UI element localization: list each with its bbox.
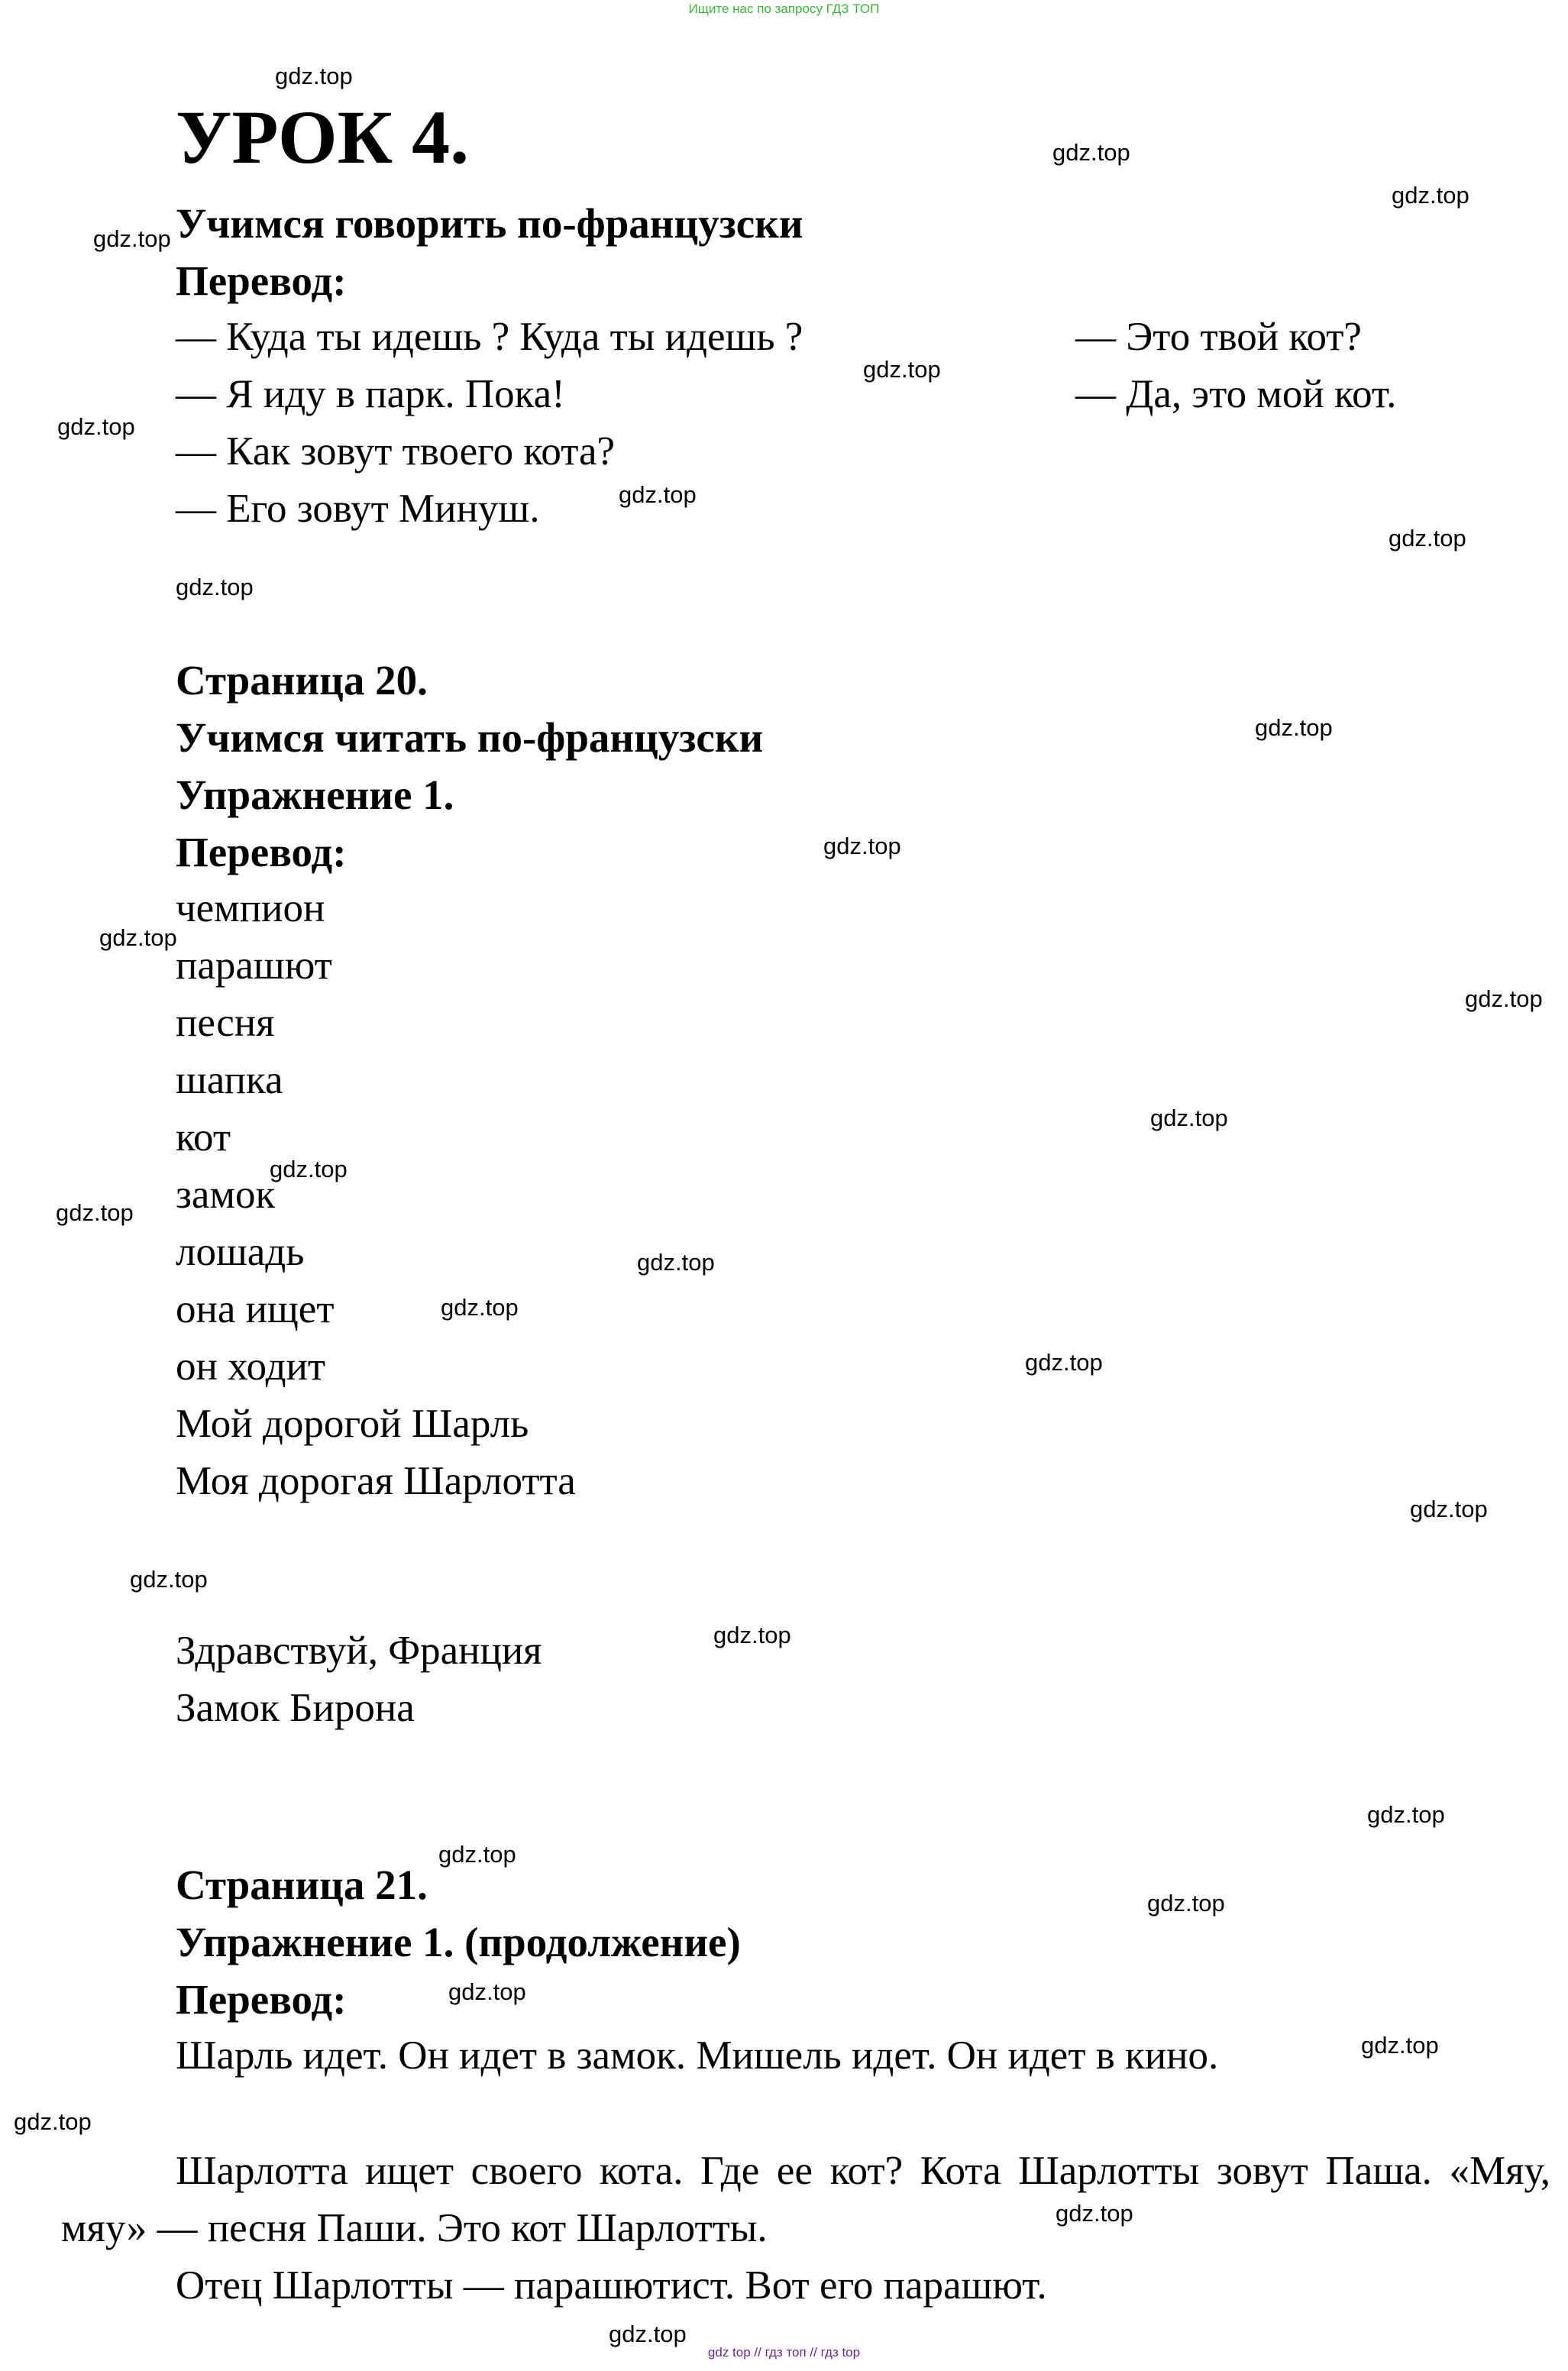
list-item: Мой дорогой Шарль [176,1402,529,1446]
watermark: gdz.top [863,356,941,383]
watermark: gdz.top [275,63,353,89]
list-item: он ходит [176,1344,326,1389]
watermark: gdz.top [1056,2200,1133,2227]
lesson-title: УРОК 4. [176,95,470,180]
watermark: gdz.top [619,481,697,508]
dialogue-line: — Его зовут Минуш. [176,487,540,531]
watermark: gdz.top [1465,985,1543,1012]
watermark: gdz.top [1361,2032,1439,2059]
watermark: gdz.top [14,2108,92,2135]
watermark: gdz.top [130,1566,208,1593]
watermark: gdz.top [1150,1105,1228,1131]
translation-label: Перевод: [176,1976,347,2023]
paragraph-text: Шарлотта ищет своего кота. Где ее кот? Кота Шарлотты зовут Паша. «Мяу, мяу» — песня Паши. Это кот Шарлотты. [61,2149,1550,2250]
dialogue-right [1075,317,1396,432]
dialogue-line: — Это твой кот? [1075,315,1362,359]
watermark: gdz.top [1255,714,1333,741]
extra-list [176,1631,542,1745]
watermark: gdz.top [1025,1349,1103,1376]
dialogue-line: — Да, это мой кот. [1075,372,1397,416]
section-heading: Учимся говорить по-французски [176,200,803,247]
dialogue-line: — Я иду в парк. Пока! [176,372,565,416]
watermark: gdz.top [448,1978,526,2005]
watermark: gdz.top [713,1622,791,1648]
list-item: кот [176,1115,231,1160]
list-item: Моя дорогая Шарлотта [176,1459,576,1503]
watermark: gdz.top [56,1199,134,1226]
list-item: лошадь [176,1230,305,1274]
list-item: она ищет [176,1287,335,1331]
list-item: песня [176,1001,275,1045]
watermark: gdz.top [99,924,177,951]
paragraph-text: Отец Шарлотты — парашютист. Вот его парашют. [176,2263,1047,2308]
list-item: чемпион [176,886,325,930]
watermark: gdz.top [1389,525,1466,552]
bottom-banner[interactable]: gdz top // гдз топ // гдз top [707,2345,861,2360]
watermark: gdz.top [441,1294,519,1321]
watermark: gdz.top [637,1249,715,1276]
watermark: gdz.top [609,2321,687,2347]
dialogue-line: — Как зовут твоего кота? [176,429,616,474]
watermark: gdz.top [823,833,901,859]
list-item: замок [176,1173,276,1217]
page-heading: Страница 20. [176,657,428,704]
watermark: gdz.top [93,225,171,252]
watermark: gdz.top [270,1156,348,1182]
watermark: gdz.top [1410,1496,1488,1522]
top-banner[interactable]: Ищите нас по запросу ГДЗ ТОП [688,2,880,16]
dialogue-left [176,317,803,546]
list-item: шапка [176,1058,283,1102]
page-heading: Страница 21. [176,1862,428,1908]
paragraph [61,2257,1550,2314]
dialogue-line: — Куда ты идешь ? Куда ты идешь ? [176,315,803,359]
section-heading: Учимся читать по-французски [176,714,764,761]
watermark: gdz.top [57,413,135,440]
paragraph [61,2143,1550,2257]
exercise-heading: Упражнение 1. (продолжение) [176,1919,741,1965]
word-list [176,888,576,1519]
watermark: gdz.top [1367,1801,1445,1828]
watermark: gdz.top [1147,1890,1225,1917]
translation-label: Перевод: [176,257,347,304]
exercise-heading: Упражнение 1. [176,771,454,818]
watermark: gdz.top [1392,182,1469,209]
list-item: Замок Бирона [176,1686,415,1730]
watermark: gdz.top [1052,139,1130,166]
list-item: Здравствуй, Франция [176,1629,542,1673]
watermark: gdz.top [438,1841,516,1868]
watermark: gdz.top [176,574,254,600]
list-item: парашют [176,943,332,988]
translation-label: Перевод: [176,829,347,875]
text-line: Шарль идет. Он идет в замок. Мишель идет. Он идет в кино. [176,2033,1219,2078]
